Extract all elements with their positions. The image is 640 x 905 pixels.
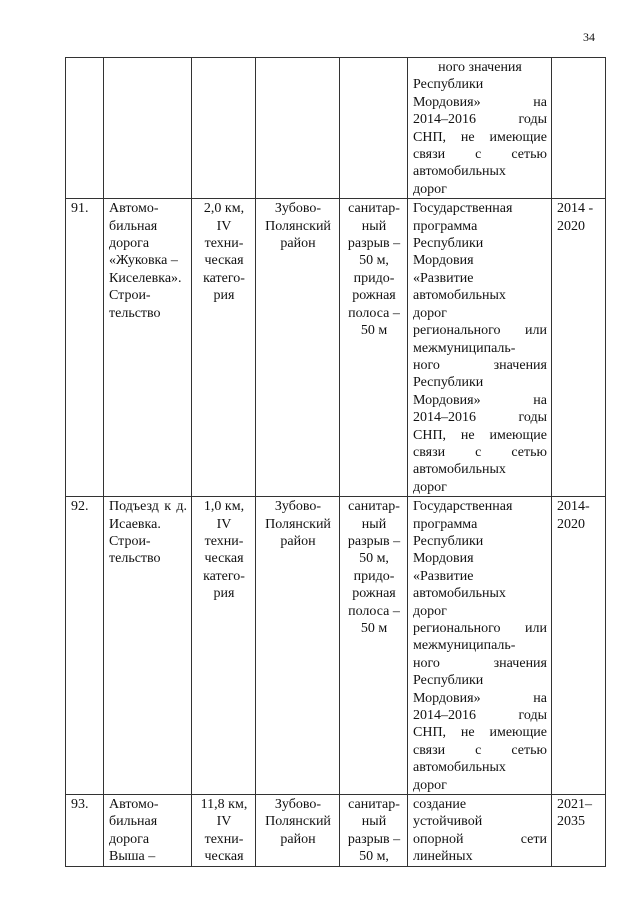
program-line: программа [413, 516, 478, 532]
program-line: дорог [413, 305, 447, 321]
program-line: 2014–2016 годы [413, 410, 547, 426]
row-number-cell: 91. [66, 199, 104, 497]
row-number-cell: 93. [66, 795, 104, 867]
object-name-cell [104, 58, 192, 199]
table-row [66, 795, 606, 867]
program-line: устойчивой [413, 814, 483, 830]
program-line: программа [413, 218, 478, 234]
program-line: Мордовия» на [413, 392, 547, 408]
row-number-cell: 92. [66, 497, 104, 795]
program-line: опорной сети [413, 831, 547, 847]
parameters-cell: 11,8 км, IV техни-ческая [192, 795, 256, 867]
program-line: автомобильных [413, 760, 506, 776]
program-line: Республики [413, 375, 484, 391]
program-line: «Развитие [413, 270, 474, 286]
program-line: 2014–2016 годы [413, 708, 547, 724]
program-line: дорог [413, 181, 447, 197]
program-line: автомобильных [413, 288, 506, 304]
program-line: Государственная [413, 201, 513, 217]
objects-table [65, 57, 606, 867]
program-line: Республики [413, 673, 484, 689]
program-line: Мордовия» на [413, 690, 547, 706]
program-line: регионального или [413, 323, 547, 339]
program-line: дорог [413, 479, 447, 495]
program-line: автомобильных [413, 462, 506, 478]
program-line: связи с сетью [413, 742, 547, 758]
program-line: Мордовия [413, 551, 474, 567]
parameters-cell [192, 58, 256, 199]
program-line: ного значения [438, 60, 522, 75]
object-name-cell: Автомо-бильная дорога «Жуковка – Киселевка». Строи-тельство [104, 199, 192, 497]
program-line: связи с сетью [413, 147, 547, 163]
program-line: СНП, не имеющие [413, 427, 547, 443]
zone-cell: санитар-ный разрыв – 50 м, придо-рожная полоса – 50 м [340, 199, 408, 497]
table-row [66, 199, 606, 497]
location-cell: Зубово-Полянский район [256, 199, 340, 497]
program-line: Мордовия» на [413, 94, 547, 110]
table-row [66, 58, 606, 199]
period-cell [552, 58, 606, 199]
table-row [66, 497, 606, 795]
program-line: межмуниципаль- [413, 638, 516, 654]
program-cell [408, 199, 552, 497]
parameters-cell: 1,0 км, IV техни-ческая катего-рия [192, 497, 256, 795]
program-line: создание [413, 797, 467, 813]
program-line: 2014–2016 годы [413, 112, 547, 128]
page-number: 34 [583, 30, 595, 44]
program-cell [408, 497, 552, 795]
location-cell [256, 58, 340, 199]
program-line: связи с сетью [413, 444, 547, 460]
program-line: СНП, не имеющие [413, 725, 547, 741]
parameters-cell: 2,0 км, IV техни-ческая катего-рия [192, 199, 256, 497]
program-line: «Развитие [413, 568, 474, 584]
program-line: СНП, не имеющие [413, 129, 547, 145]
program-line: Государственная [413, 499, 513, 515]
location-cell: Зубово-Полянский район [256, 795, 340, 867]
program-line: дорог [413, 603, 447, 619]
program-line: дорог [413, 777, 447, 793]
program-line: линейных [413, 849, 473, 865]
program-line: Республики [413, 533, 484, 549]
program-cell [408, 58, 552, 199]
program-line: ного значения [413, 655, 547, 671]
program-line: регионального или [413, 621, 547, 636]
period-cell: 2014 - 2020 [552, 199, 606, 497]
program-line: автомобильных [413, 164, 506, 180]
object-name-cell: Подъезд к д. Исаевка. Строи-тельство [104, 497, 192, 795]
zone-cell: санитар-ный разрыв – 50 м, [340, 795, 408, 867]
program-line: Республики [413, 236, 484, 252]
zone-cell [340, 58, 408, 199]
location-cell: Зубово-Полянский район [256, 497, 340, 795]
row-number-cell [66, 58, 104, 199]
program-line: Республики [413, 77, 484, 93]
period-cell: 2021–2035 [552, 795, 606, 867]
program-line: ного значения [413, 357, 547, 373]
program-line: межмуниципаль- [413, 340, 516, 356]
period-cell: 2014-2020 [552, 497, 606, 795]
program-line: автомобильных [413, 586, 506, 602]
zone-cell: санитар-ный разрыв – 50 м, придо-рожная полоса – 50 м [340, 497, 408, 795]
object-name-cell: Автомо-бильная дорога Выша – [104, 795, 192, 867]
program-line: Мордовия [413, 253, 474, 269]
program-cell [408, 795, 552, 867]
